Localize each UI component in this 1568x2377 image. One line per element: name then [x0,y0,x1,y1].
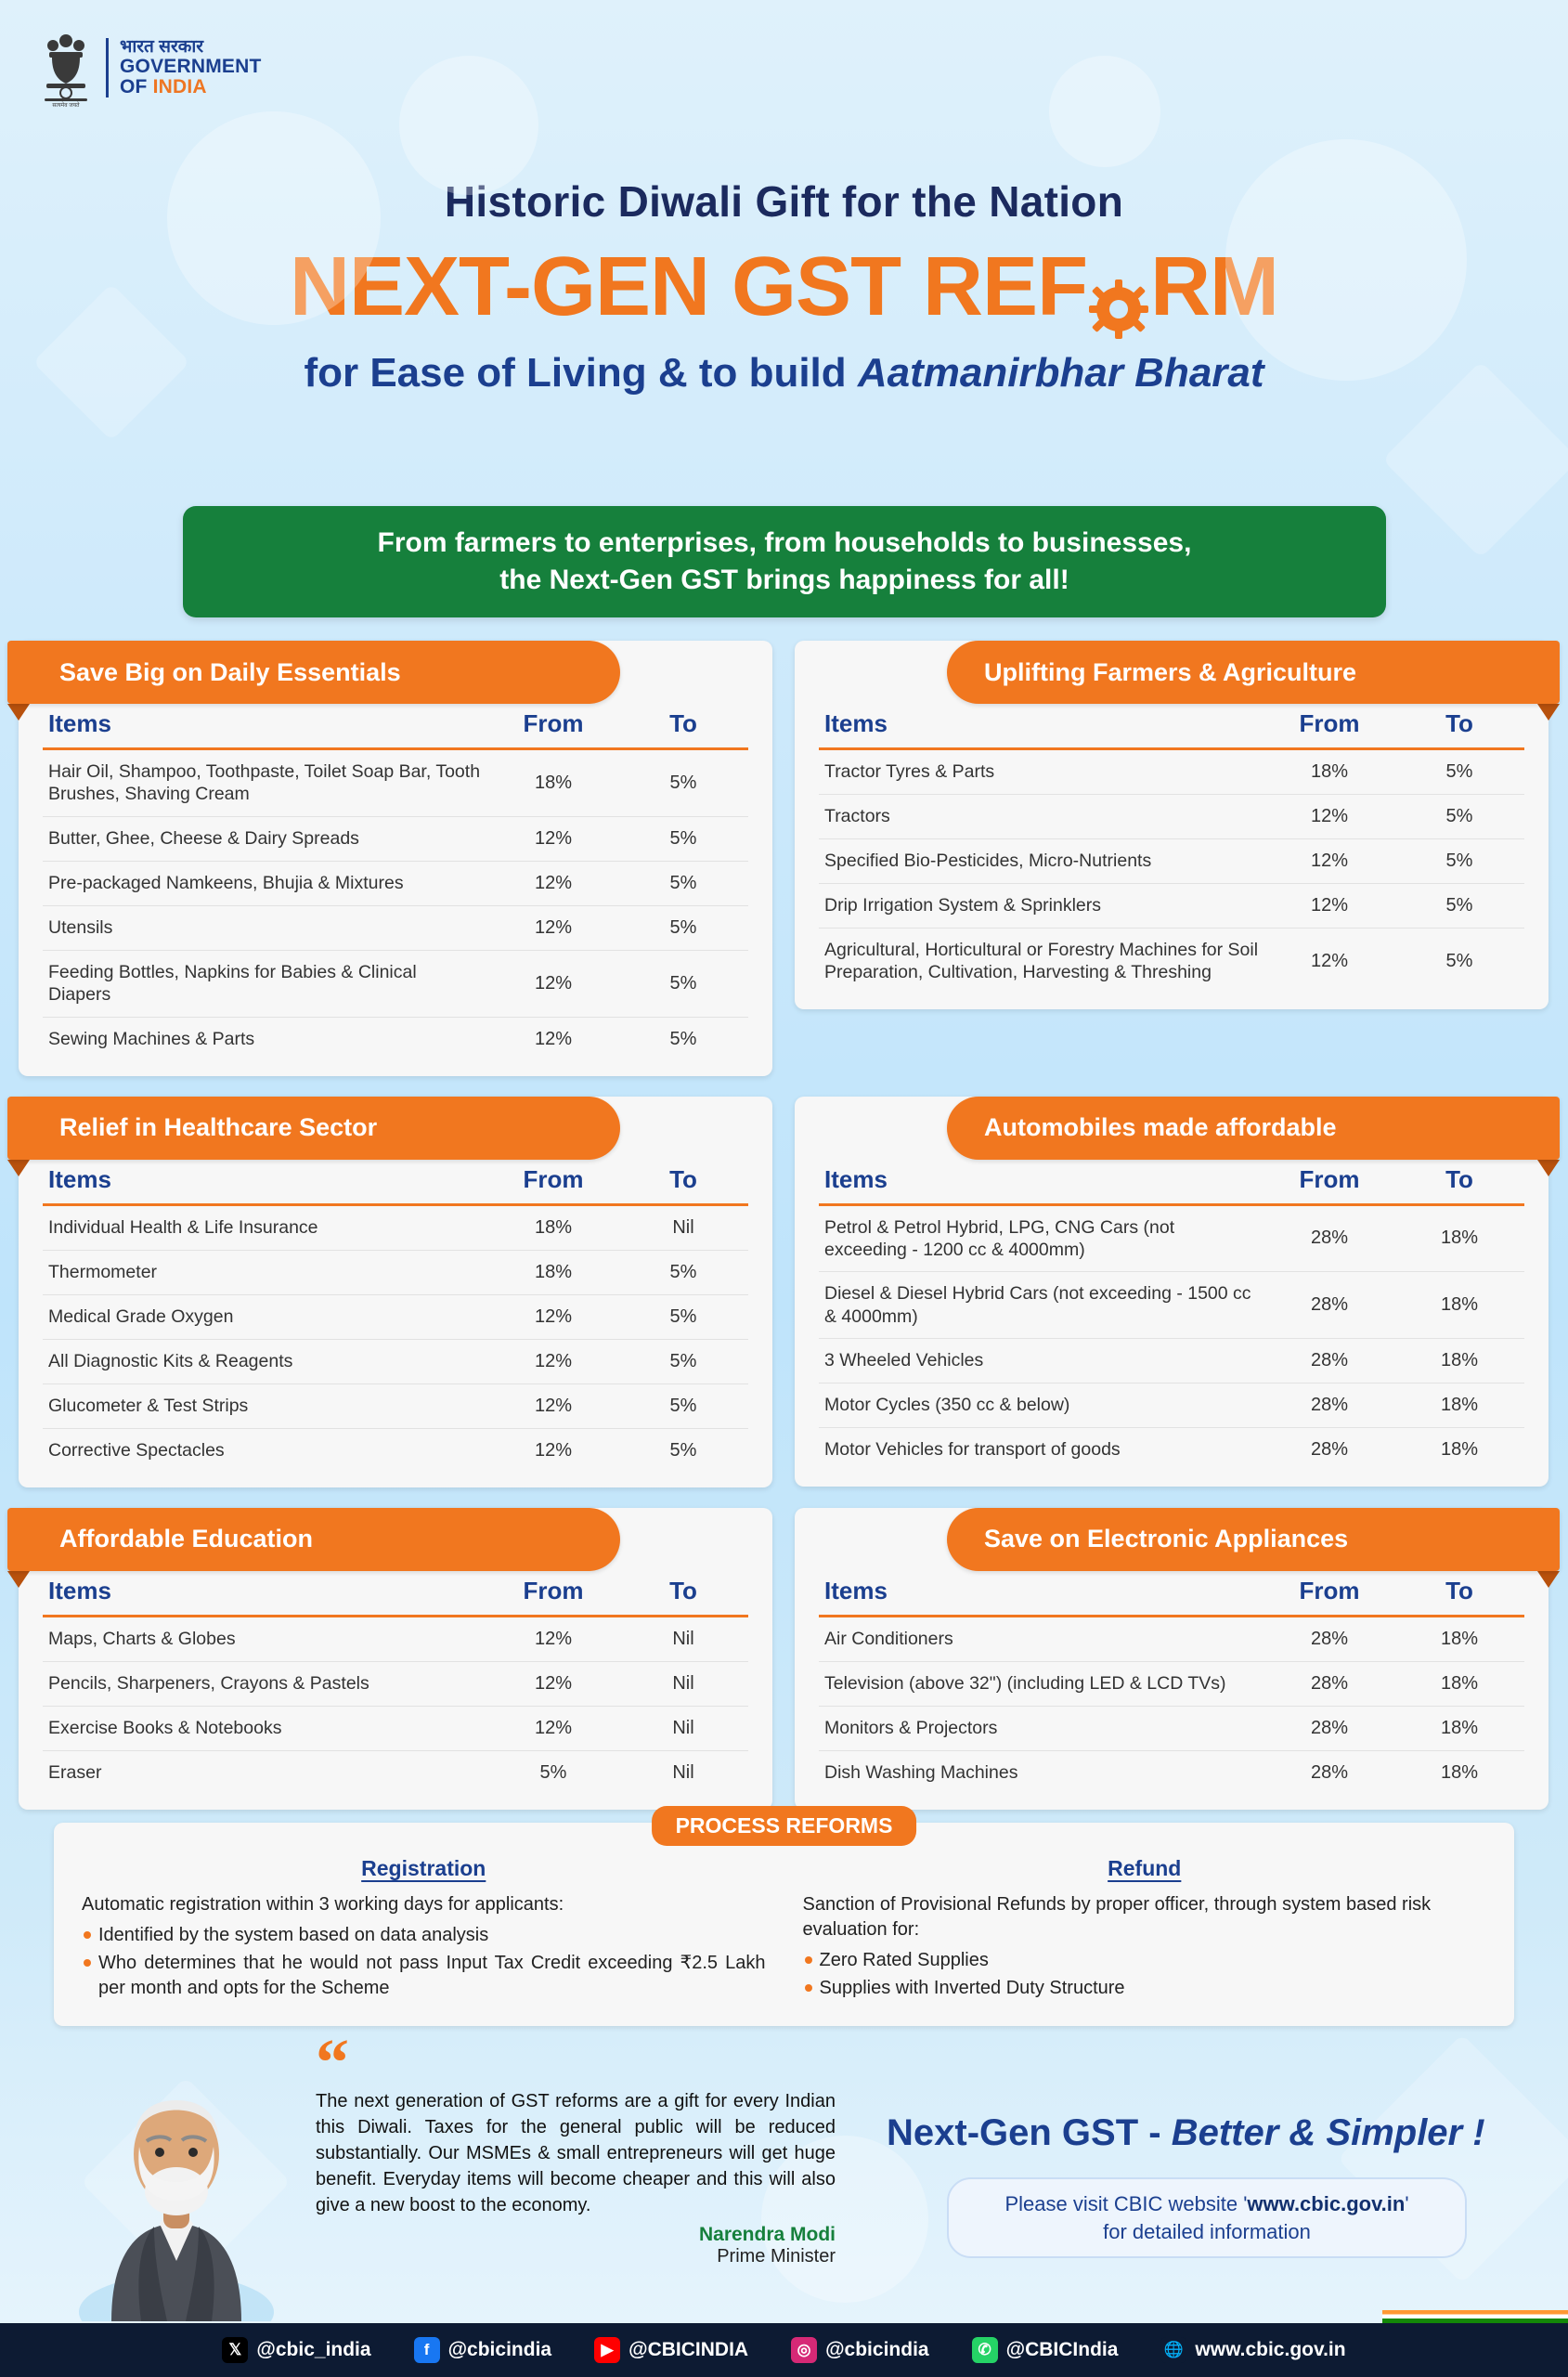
table-row [43,861,748,905]
rate-to: 5% [618,1339,748,1383]
table-row [819,1616,1524,1661]
social-link[interactable] [791,2337,929,2363]
rate-from: 12% [488,1383,618,1428]
rate-from: 28% [1264,1616,1394,1661]
rate-to: 18% [1394,1204,1524,1272]
refund-title: Refund [1108,1856,1182,1880]
table-row [43,1294,748,1339]
table-row [819,1339,1524,1383]
refund-bullets [803,1948,1487,2001]
table-row [43,1616,748,1661]
table-row [43,905,748,950]
rate-from: 12% [488,861,618,905]
table-row [819,1272,1524,1339]
table-row [819,1750,1524,1795]
gst-rate-card [19,1508,772,1810]
card-title-ribbon: Affordable Education [7,1508,620,1571]
card-title-ribbon: Automobiles made affordable [947,1097,1560,1160]
tagline-italic: Better & Simpler ! [1171,2112,1485,2153]
social-link[interactable] [972,2337,1119,2363]
gst-rate-cards-grid [19,641,1549,1810]
govt-line-2 [120,77,262,97]
list-item: Who determines that he would not pass Input Tax Credit exceeding ₹2.5 Lakh per month and opts for the Scheme [82,1951,766,2001]
rate-from: 18% [1264,749,1394,795]
card-panel [19,641,772,1076]
rate-to: 5% [1394,839,1524,884]
refund-intro: Sanction of Provisional Refunds by proper officer, through system based risk evaluation for: [802,1894,1432,1940]
item-name: Corrective Spectacles [48,1439,225,1461]
instagram-icon[interactable]: ◎ [791,2337,817,2363]
government-emblem-block [37,28,262,108]
table-row [819,929,1524,994]
prime-minister-photo [74,2033,279,2321]
rate-from: 12% [488,816,618,861]
rate-to: 5% [618,905,748,950]
rate-from: 12% [1310,950,1349,971]
rate-to: 5% [618,861,748,905]
table-row [819,1383,1524,1428]
card-title-ribbon: Save on Electronic Appliances [947,1508,1560,1571]
rates-table [819,704,1524,994]
gst-rate-card [19,641,772,1076]
column-header: Items [819,1160,1264,1205]
rate-to: Nil [618,1706,748,1750]
rate-to: 18% [1394,1339,1524,1383]
column-header: Items [43,704,488,749]
social-media-bar [0,2323,1568,2377]
rates-table [819,1160,1524,1473]
column-header: From [1264,1160,1394,1205]
visit-prefix: Please visit CBIC website ' [1004,2192,1248,2215]
item-name: Glucometer & Test Strips [43,1383,488,1428]
rate-to: 5% [618,950,748,1017]
item-name: Utensils [43,905,488,950]
social-handle: @cbic_india [256,2339,371,2360]
ribbon-tail [7,704,30,721]
table-row [819,749,1524,795]
facebook-icon[interactable]: f [414,2337,440,2363]
process-reforms-tag: PROCESS REFORMS [652,1806,917,1846]
rate-to: 5% [618,749,748,817]
column-header: Items [819,1571,1264,1617]
table-row [819,795,1524,839]
rate-to: 18% [1394,1383,1524,1428]
social-handle: @cbicindia [447,2339,552,2360]
rate-from: 12% [1264,884,1394,929]
table-row [819,884,1524,929]
visit-suffix: ' [1405,2192,1409,2215]
rate-from: 28% [1264,1272,1394,1339]
gst-rate-card [795,1508,1549,1810]
item-name: Eraser [48,1761,102,1783]
rate-from: 12% [488,1661,618,1706]
quote-author-name: Narendra Modi [698,2224,836,2246]
registration-bullets [82,1923,766,2001]
item-name: Maps, Charts & Globes [43,1616,488,1661]
banner-line-1: From farmers to enterprises, from households to businesses, [377,526,1192,558]
visit-website-box[interactable] [947,2177,1467,2258]
rate-to: 18% [1394,1661,1524,1706]
list-item: Zero Rated Supplies [803,1948,1487,1973]
govt-hindi-text: भारत सरकार [120,36,204,57]
column-header: To [1394,1571,1524,1617]
registration-column [82,1856,766,2004]
table-row [43,1428,748,1473]
column-header: From [1264,1571,1394,1617]
item-name: Pre-packaged Namkeens, Bhujia & Mixtures [43,861,488,905]
quote-open-mark: “ [316,2025,349,2099]
rate-to: Nil [618,1616,748,1661]
column-header: Items [43,1571,488,1617]
hero-subtitle-plain: for Ease of Living & to build [304,350,858,396]
quote-author-role: Prime Minister [717,2246,836,2267]
highlight-banner [183,506,1386,617]
social-link[interactable] [1160,2337,1345,2363]
social-link[interactable] [222,2337,370,2363]
rate-from: 5% [539,1761,567,1783]
visit-website-url[interactable]: www.cbic.gov.in [1247,2192,1406,2215]
rate-to: 5% [669,1439,697,1461]
table-row [43,1250,748,1294]
rate-from: 28% [1264,1204,1394,1272]
item-name: Air Conditioners [819,1616,1264,1661]
rate-from: 28% [1310,1761,1349,1783]
gst-rate-card [19,1097,772,1487]
gst-rate-card [795,1097,1549,1487]
ribbon-tail [1537,704,1560,721]
rate-from: 28% [1264,1339,1394,1383]
item-name: Dish Washing Machines [824,1761,1018,1783]
table-row [43,816,748,861]
column-header: Items [819,704,1264,749]
social-handle: @CBICINDIA [628,2339,749,2360]
gst-rate-card [795,641,1549,1076]
govt-line-1: GOVERNMENT [120,55,262,77]
rate-to: 5% [1394,795,1524,839]
quote-text: The next generation of GST reforms are a gift for every Indian this Diwali. Taxes for the general public will be reduced substantially. Our MSMEs & small entrepreneurs will get huge benefit. Everyday items will become cheaper and this will also give a new boost to the economy. [316,2091,836,2216]
table-row [43,1204,748,1250]
table-row [43,1383,748,1428]
item-name: Butter, Ghee, Cheese & Dairy Spreads [43,816,488,861]
list-item: Supplies with Inverted Duty Structure [803,1976,1487,2001]
rate-from: 28% [1310,1439,1349,1460]
social-link[interactable] [414,2337,552,2363]
hero-kicker: Historic Diwali Gift for the Nation [444,177,1124,226]
item-name: Tractor Tyres & Parts [819,749,1264,795]
table-row [43,1661,748,1706]
rate-to: 5% [618,816,748,861]
table-row [43,950,748,1017]
ribbon-tail [7,1571,30,1588]
table-row [819,1204,1524,1272]
rate-from: 12% [488,905,618,950]
table-row [819,1706,1524,1750]
rate-to: Nil [618,1204,748,1250]
rate-from: 18% [488,1204,618,1250]
rates-table [43,1571,748,1795]
social-link[interactable] [594,2337,748,2363]
ribbon-tail [1537,1160,1560,1176]
item-name: Drip Irrigation System & Sprinklers [819,884,1264,929]
rate-from: 12% [488,950,618,1017]
rate-to: 5% [618,1250,748,1294]
column-header: To [1394,704,1524,749]
table-row [819,1428,1524,1473]
social-handle: www.cbic.gov.in [1195,2339,1346,2360]
hero-subtitle-italic: Aatmanirbhar Bharat [857,350,1264,396]
item-name: 3 Wheeled Vehicles [819,1339,1264,1383]
item-name: Motor Vehicles for transport of goods [824,1439,1121,1461]
rate-from: 12% [1264,795,1394,839]
rate-from: 12% [534,1439,573,1461]
pm-quote [316,2025,836,2267]
column-header: To [618,1160,748,1205]
govt-india-text: INDIA [152,75,207,97]
ribbon-tail [1537,1571,1560,1588]
column-header: To [618,704,748,749]
rate-to: 5% [618,1383,748,1428]
item-name: Sewing Machines & Parts [48,1028,255,1049]
rate-to: 5% [1394,884,1524,929]
item-name: Hair Oil, Shampoo, Toothpaste, Toilet Soap Bar, Tooth Brushes, Shaving Cream [43,749,488,817]
item-name: Feeding Bottles, Napkins for Babies & Clinical Diapers [43,950,488,1017]
column-header: Items [43,1160,488,1205]
column-header: From [488,704,618,749]
table-row [819,839,1524,884]
column-header: From [1264,704,1394,749]
table-row [43,1706,748,1750]
process-reforms-section [54,1813,1514,2026]
gear-icon [1089,264,1148,323]
item-name: Agricultural, Horticultural or Forestry Machines for Soil Preparation, Cultivation, Harvesting & Threshing [824,940,1259,983]
rate-from: 18% [488,749,618,817]
rate-to: 18% [1394,1616,1524,1661]
column-header: From [488,1160,618,1205]
visit-line-2: for detailed information [1103,2219,1311,2243]
rate-to: 18% [1440,1439,1479,1460]
rate-from: 12% [488,1294,618,1339]
rate-to: 18% [1394,1706,1524,1750]
rate-to: Nil [672,1761,694,1783]
table-row [43,1750,748,1795]
table-row [43,749,748,817]
rates-table [43,704,748,1061]
footer-tagline [887,2112,1485,2154]
rate-from: 12% [488,1706,618,1750]
item-name: Thermometer [43,1250,488,1294]
item-name: Individual Health & Life Insurance [43,1204,488,1250]
column-header: To [618,1571,748,1617]
rate-to: 5% [1445,950,1473,971]
rate-to: 5% [1394,749,1524,795]
item-name: Motor Cycles (350 cc & below) [819,1383,1264,1428]
globe-icon[interactable]: 🌐 [1160,2337,1186,2363]
government-of-india-text [106,38,262,97]
item-name: Exercise Books & Notebooks [43,1706,488,1750]
x-twitter-icon[interactable]: 𝕏 [222,2337,248,2363]
social-handle: @CBICIndia [1005,2339,1119,2360]
card-title-ribbon: Uplifting Farmers & Agriculture [947,641,1560,704]
rates-table [43,1160,748,1473]
tagline-bold: Next-Gen GST - [887,2112,1172,2153]
rate-from: 18% [488,1250,618,1294]
registration-intro: Automatic registration within 3 working days for applicants: [82,1894,564,1915]
table-row [43,1339,748,1383]
item-name: Monitors & Projectors [819,1706,1264,1750]
hero-subtitle [0,350,1568,396]
item-name: Petrol & Petrol Hybrid, LPG, CNG Cars (not exceeding - 1200 cc & 4000mm) [819,1204,1264,1272]
ashoka-emblem-icon [37,28,95,108]
rate-to: 18% [1394,1272,1524,1339]
youtube-icon[interactable]: ▶ [594,2337,620,2363]
list-item: Identified by the system based on data analysis [82,1923,766,1948]
item-name: Tractors [819,795,1264,839]
item-name: Diesel & Diesel Hybrid Cars (not exceeding - 1500 cc & 4000mm) [819,1272,1264,1339]
item-name: Television (above 32") (including LED & LCD TVs) [819,1661,1264,1706]
rate-to: 5% [669,1028,697,1049]
rate-from: 12% [1264,839,1394,884]
item-name: All Diagnostic Kits & Reagents [43,1339,488,1383]
rate-from: 12% [488,1339,618,1383]
item-name: Medical Grade Oxygen [43,1294,488,1339]
rate-to: 5% [618,1294,748,1339]
rates-table [819,1571,1524,1795]
visit-line-1 [964,2190,1450,2218]
rate-from: 12% [488,1616,618,1661]
column-header: From [488,1571,618,1617]
item-name: Specified Bio-Pesticides, Micro-Nutrients [819,839,1264,884]
table-row [43,1017,748,1061]
rate-to: 18% [1440,1761,1479,1783]
social-handle: @cbicindia [825,2339,929,2360]
ribbon-tail [7,1160,30,1176]
column-header: To [1394,1160,1524,1205]
rate-from: 28% [1264,1661,1394,1706]
govt-of-text: OF [120,75,153,97]
refund-column [803,1856,1487,2004]
rate-from: 28% [1264,1706,1394,1750]
hero-title-part1: NEXT-GEN GST REF [289,240,1088,333]
emblem-motto: सत्यमेव जयते [52,103,80,108]
rate-from: 12% [534,1028,573,1049]
hero-title [0,240,1568,335]
footer-quote-section [0,2015,1568,2321]
card-title-ribbon: Relief in Healthcare Sector [7,1097,620,1160]
table-row [819,1661,1524,1706]
item-name: Pencils, Sharpeners, Crayons & Pastels [43,1661,488,1706]
rate-from: 28% [1264,1383,1394,1428]
hero-title-part2: RM [1150,240,1279,333]
tricolor-strip [1382,2310,1568,2323]
card-title-ribbon: Save Big on Daily Essentials [7,641,620,704]
rate-to: Nil [618,1661,748,1706]
banner-line-2: the Next-Gen GST brings happiness for all! [499,565,1069,595]
whatsapp-icon[interactable]: ✆ [972,2337,998,2363]
registration-title: Registration [361,1856,486,1880]
